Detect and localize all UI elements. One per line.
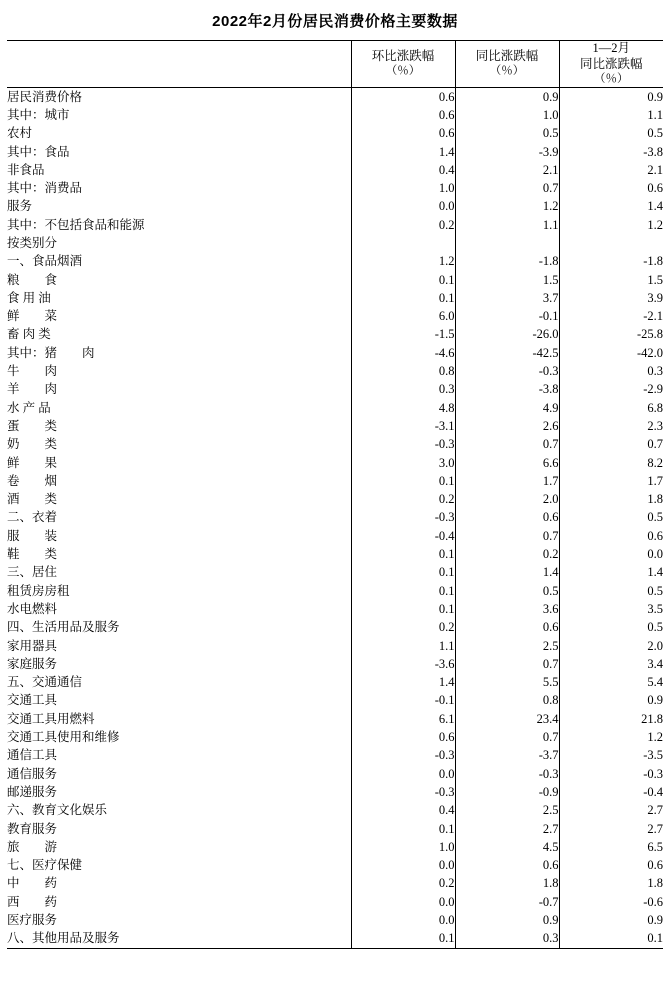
row-value-3: 21.8 xyxy=(559,710,663,728)
row-value-1: -3.1 xyxy=(351,417,455,435)
row-label: 羊 肉 xyxy=(7,382,58,397)
row-value-1: 0.2 xyxy=(351,874,455,892)
row-label: 租赁房房租 xyxy=(7,583,70,598)
row-value-3: 0.7 xyxy=(559,435,663,453)
row-value-2: 1.0 xyxy=(455,106,559,124)
row-value-2: -42.5 xyxy=(455,344,559,362)
row-value-2: 2.1 xyxy=(455,161,559,179)
row-value-2: 2.5 xyxy=(455,637,559,655)
row-value-2: 3.7 xyxy=(455,289,559,307)
row-value-2: 5.5 xyxy=(455,673,559,691)
table-row xyxy=(7,124,663,142)
row-value-3: 3.9 xyxy=(559,289,663,307)
row-value-1: 0.6 xyxy=(351,87,455,106)
row-label: 交通工具用燃料 xyxy=(7,711,95,726)
row-value-1: 0.1 xyxy=(351,563,455,581)
row-label: 西 药 xyxy=(7,894,58,909)
row-value-2: -0.7 xyxy=(455,893,559,911)
row-label: 旅 游 xyxy=(7,839,58,854)
row-value-3: 2.0 xyxy=(559,637,663,655)
row-value-2: 1.8 xyxy=(455,874,559,892)
table-row xyxy=(7,252,663,270)
row-value-3: 2.1 xyxy=(559,161,663,179)
header-janfeb-unit: （％） xyxy=(594,73,629,86)
row-value-3: 0.0 xyxy=(559,545,663,563)
row-value-2: 4.5 xyxy=(455,838,559,856)
table-row xyxy=(7,289,663,307)
row-value-3: 0.3 xyxy=(559,362,663,380)
table-row xyxy=(7,508,663,526)
row-label: 邮递服务 xyxy=(7,784,58,799)
row-value-3: -2.1 xyxy=(559,307,663,325)
row-label: 食 用 油 xyxy=(7,290,51,305)
row-value-3: -1.8 xyxy=(559,252,663,270)
row-label: 鲜 菜 xyxy=(7,309,58,324)
row-label: 蛋 类 xyxy=(7,418,58,433)
row-value-3: -2.9 xyxy=(559,380,663,398)
row-value-1: 0.1 xyxy=(351,820,455,838)
row-value-1: 0.0 xyxy=(351,856,455,874)
header-cell-blank xyxy=(7,41,351,88)
row-value-1: 3.0 xyxy=(351,454,455,472)
row-value-2: 6.6 xyxy=(455,454,559,472)
row-label: 家用器具 xyxy=(7,638,58,653)
row-label: 卷 烟 xyxy=(7,473,58,488)
row-value-3: 1.8 xyxy=(559,490,663,508)
table-row xyxy=(7,710,663,728)
table-row xyxy=(7,417,663,435)
row-value-2 xyxy=(455,234,559,252)
header-cell-yoy xyxy=(455,41,559,88)
table-row xyxy=(7,527,663,545)
row-value-1: 0.2 xyxy=(351,216,455,234)
row-value-2: 3.6 xyxy=(455,600,559,618)
row-value-1: 1.1 xyxy=(351,637,455,655)
table-row xyxy=(7,655,663,673)
table-row xyxy=(7,179,663,197)
row-label: 其中：食品 xyxy=(7,144,70,159)
table-row xyxy=(7,271,663,289)
row-label: 七、医疗保健 xyxy=(7,858,83,873)
row-label: 粮 食 xyxy=(7,272,58,287)
row-value-1: 0.1 xyxy=(351,289,455,307)
row-value-2: 2.7 xyxy=(455,820,559,838)
row-value-2: 0.6 xyxy=(455,618,559,636)
table-row xyxy=(7,582,663,600)
row-value-2: 4.9 xyxy=(455,399,559,417)
row-value-3: 1.2 xyxy=(559,728,663,746)
row-value-3: 1.7 xyxy=(559,472,663,490)
row-label: 交通工具使用和维修 xyxy=(7,730,120,745)
row-value-2: 1.7 xyxy=(455,472,559,490)
table-row xyxy=(7,307,663,325)
table-row xyxy=(7,197,663,215)
row-value-3: 2.7 xyxy=(559,801,663,819)
table-row xyxy=(7,728,663,746)
row-label: 奶 类 xyxy=(7,437,58,452)
row-value-1: 0.2 xyxy=(351,618,455,636)
row-value-3: 6.8 xyxy=(559,399,663,417)
row-value-3: 6.5 xyxy=(559,838,663,856)
row-value-2: 2.0 xyxy=(455,490,559,508)
row-value-1: 1.4 xyxy=(351,673,455,691)
header-cell-jan-feb xyxy=(559,41,663,88)
row-value-2: 0.6 xyxy=(455,508,559,526)
row-value-3: 0.6 xyxy=(559,856,663,874)
row-value-3: 0.5 xyxy=(559,618,663,636)
row-value-3: 2.7 xyxy=(559,820,663,838)
row-label: 八、其他用品及服务 xyxy=(7,929,351,948)
table-row xyxy=(7,161,663,179)
row-value-1: 0.0 xyxy=(351,893,455,911)
header-mom-unit: （％） xyxy=(385,65,421,78)
header-cell-mom xyxy=(351,41,455,88)
table-row xyxy=(7,234,663,252)
header-janfeb-label: 同比涨跌幅 xyxy=(579,56,643,71)
header-janfeb-period: 1—2月 xyxy=(592,41,630,55)
table-row xyxy=(7,143,663,161)
cpi-data-table xyxy=(7,40,663,949)
row-label: 其中：消费品 xyxy=(7,181,83,196)
row-value-1: 0.1 xyxy=(351,929,455,948)
row-value-1: 0.1 xyxy=(351,545,455,563)
row-value-3: 2.3 xyxy=(559,417,663,435)
row-label: 按类别分 xyxy=(7,236,58,250)
row-value-3: 1.4 xyxy=(559,563,663,581)
row-value-2: 0.9 xyxy=(455,87,559,106)
table-row xyxy=(7,472,663,490)
row-value-2: 23.4 xyxy=(455,710,559,728)
row-value-1: -0.3 xyxy=(351,783,455,801)
header-yoy-unit: （％） xyxy=(489,65,525,78)
table-row xyxy=(7,380,663,398)
row-label: 一、食品烟酒 xyxy=(7,254,83,269)
row-value-3: 0.9 xyxy=(559,691,663,709)
table-row xyxy=(7,106,663,124)
row-value-2: 2.5 xyxy=(455,801,559,819)
row-label: 通信服务 xyxy=(7,766,58,781)
table-row xyxy=(7,362,663,380)
table-row xyxy=(7,783,663,801)
table-row xyxy=(7,637,663,655)
table-header-row xyxy=(7,41,663,88)
row-value-3 xyxy=(559,234,663,252)
row-value-1: 0.6 xyxy=(351,728,455,746)
row-value-1: 0.4 xyxy=(351,161,455,179)
row-value-1: 0.1 xyxy=(351,472,455,490)
table-row xyxy=(7,929,663,948)
row-value-2: -3.8 xyxy=(455,380,559,398)
row-label: 医疗服务 xyxy=(7,912,58,927)
row-label: 服 装 xyxy=(7,528,58,543)
row-label: 教育服务 xyxy=(7,821,58,836)
page-title: 2022年2月份居民消费价格主要数据 xyxy=(212,13,458,30)
header-yoy-label: 同比涨跌幅 xyxy=(475,48,539,63)
row-value-3: 0.5 xyxy=(559,508,663,526)
row-value-3: 1.1 xyxy=(559,106,663,124)
table-row xyxy=(7,618,663,636)
row-value-2: 0.7 xyxy=(455,435,559,453)
row-value-1: -0.4 xyxy=(351,527,455,545)
row-value-3: 1.2 xyxy=(559,216,663,234)
row-label: 酒 类 xyxy=(7,492,58,507)
row-value-3: 8.2 xyxy=(559,454,663,472)
row-value-1: -0.3 xyxy=(351,435,455,453)
row-label: 服务 xyxy=(7,199,33,214)
row-label: 其中：猪 肉 xyxy=(7,345,95,360)
row-value-1: 0.1 xyxy=(351,600,455,618)
table-row xyxy=(7,490,663,508)
row-value-3: 0.9 xyxy=(559,911,663,929)
row-value-2: -0.3 xyxy=(455,765,559,783)
row-label: 畜 肉 类 xyxy=(7,327,51,342)
row-value-3: -0.4 xyxy=(559,783,663,801)
row-value-3: -3.5 xyxy=(559,746,663,764)
row-value-3: 1.8 xyxy=(559,874,663,892)
row-value-1: 0.1 xyxy=(351,271,455,289)
row-value-2: -1.8 xyxy=(455,252,559,270)
row-label: 鲜 果 xyxy=(7,455,58,470)
row-value-2: 0.8 xyxy=(455,691,559,709)
table-body xyxy=(7,87,663,948)
row-value-3: -42.0 xyxy=(559,344,663,362)
header-mom-label: 环比涨跌幅 xyxy=(371,48,435,63)
row-value-3: -0.3 xyxy=(559,765,663,783)
table-row xyxy=(7,325,663,343)
table-row xyxy=(7,911,663,929)
row-value-1: 1.2 xyxy=(351,252,455,270)
row-label: 二、衣着 xyxy=(7,510,58,525)
row-value-3: 0.9 xyxy=(559,87,663,106)
row-value-2: 0.3 xyxy=(455,929,559,948)
row-label: 鞋 类 xyxy=(7,547,58,562)
row-value-2: 0.7 xyxy=(455,728,559,746)
table-row xyxy=(7,87,663,106)
table-row xyxy=(7,600,663,618)
row-value-3: 1.5 xyxy=(559,271,663,289)
row-value-1: -0.3 xyxy=(351,746,455,764)
row-value-2: 0.6 xyxy=(455,856,559,874)
row-label: 非食品 xyxy=(7,162,45,177)
row-value-2: -0.1 xyxy=(455,307,559,325)
table-row xyxy=(7,216,663,234)
row-value-1: -4.6 xyxy=(351,344,455,362)
row-value-1: 6.0 xyxy=(351,307,455,325)
table-row xyxy=(7,399,663,417)
row-label: 通信工具 xyxy=(7,748,58,763)
table-row xyxy=(7,893,663,911)
row-value-3: 0.6 xyxy=(559,527,663,545)
row-value-3: -0.6 xyxy=(559,893,663,911)
table-row xyxy=(7,838,663,856)
row-value-2: 1.2 xyxy=(455,197,559,215)
row-value-2: 1.5 xyxy=(455,271,559,289)
row-value-2: 0.5 xyxy=(455,124,559,142)
row-label: 居民消费价格 xyxy=(7,89,83,104)
row-value-2: 1.1 xyxy=(455,216,559,234)
row-value-1: 0.6 xyxy=(351,106,455,124)
row-value-1: 0.4 xyxy=(351,801,455,819)
row-value-1: -0.1 xyxy=(351,691,455,709)
table-row xyxy=(7,746,663,764)
row-value-1: -3.6 xyxy=(351,655,455,673)
row-label: 牛 肉 xyxy=(7,364,58,379)
row-label: 交通工具 xyxy=(7,693,58,708)
row-value-2: 0.7 xyxy=(455,179,559,197)
row-value-1: 0.0 xyxy=(351,911,455,929)
table-row xyxy=(7,801,663,819)
table-row xyxy=(7,344,663,362)
table-row xyxy=(7,435,663,453)
row-value-2: 0.9 xyxy=(455,911,559,929)
row-value-3: -25.8 xyxy=(559,325,663,343)
row-value-1 xyxy=(351,234,455,252)
table-row xyxy=(7,820,663,838)
row-label: 家庭服务 xyxy=(7,656,58,671)
table-row xyxy=(7,454,663,472)
row-label: 中 药 xyxy=(7,876,58,891)
row-value-1: 6.1 xyxy=(351,710,455,728)
row-value-1: 0.1 xyxy=(351,582,455,600)
row-value-1: 0.0 xyxy=(351,765,455,783)
row-value-3: 3.5 xyxy=(559,600,663,618)
row-value-1: -1.5 xyxy=(351,325,455,343)
table-row xyxy=(7,673,663,691)
row-label: 水电燃料 xyxy=(7,601,58,616)
row-value-1: 1.0 xyxy=(351,838,455,856)
row-value-2: -3.7 xyxy=(455,746,559,764)
row-value-1: 0.3 xyxy=(351,380,455,398)
row-value-3: 3.4 xyxy=(559,655,663,673)
table-row xyxy=(7,691,663,709)
row-value-1: 0.8 xyxy=(351,362,455,380)
table-row xyxy=(7,563,663,581)
row-value-2: 0.2 xyxy=(455,545,559,563)
row-label: 五、交通通信 xyxy=(7,675,83,690)
table-row xyxy=(7,545,663,563)
row-label: 三、居住 xyxy=(7,565,58,580)
row-value-1: 0.2 xyxy=(351,490,455,508)
row-value-1: 1.4 xyxy=(351,143,455,161)
table-row xyxy=(7,765,663,783)
row-value-2: 0.5 xyxy=(455,582,559,600)
row-label: 水 产 品 xyxy=(7,400,51,415)
row-value-1: 0.0 xyxy=(351,197,455,215)
row-value-1: -0.3 xyxy=(351,508,455,526)
row-value-3: -3.8 xyxy=(559,143,663,161)
row-value-2: -0.3 xyxy=(455,362,559,380)
row-value-3: 0.5 xyxy=(559,124,663,142)
row-label: 四、生活用品及服务 xyxy=(7,620,120,635)
row-value-3: 0.6 xyxy=(559,179,663,197)
row-value-1: 0.6 xyxy=(351,124,455,142)
row-value-2: 0.7 xyxy=(455,527,559,545)
row-value-2: -0.9 xyxy=(455,783,559,801)
row-label: 农村 xyxy=(7,126,33,141)
row-value-1: 1.0 xyxy=(351,179,455,197)
row-value-2: -3.9 xyxy=(455,143,559,161)
row-value-2: 0.7 xyxy=(455,655,559,673)
row-value-1: 4.8 xyxy=(351,399,455,417)
row-value-2: -26.0 xyxy=(455,325,559,343)
row-value-2: 2.6 xyxy=(455,417,559,435)
row-label: 六、教育文化娱乐 xyxy=(7,803,108,818)
table-row xyxy=(7,874,663,892)
row-value-3: 0.1 xyxy=(559,929,663,948)
table-row xyxy=(7,856,663,874)
row-value-3: 1.4 xyxy=(559,197,663,215)
row-value-2: 1.4 xyxy=(455,563,559,581)
row-label: 其中：不包括食品和能源 xyxy=(7,217,145,232)
row-value-3: 5.4 xyxy=(559,673,663,691)
row-label: 其中：城市 xyxy=(7,107,70,122)
row-value-3: 0.5 xyxy=(559,582,663,600)
